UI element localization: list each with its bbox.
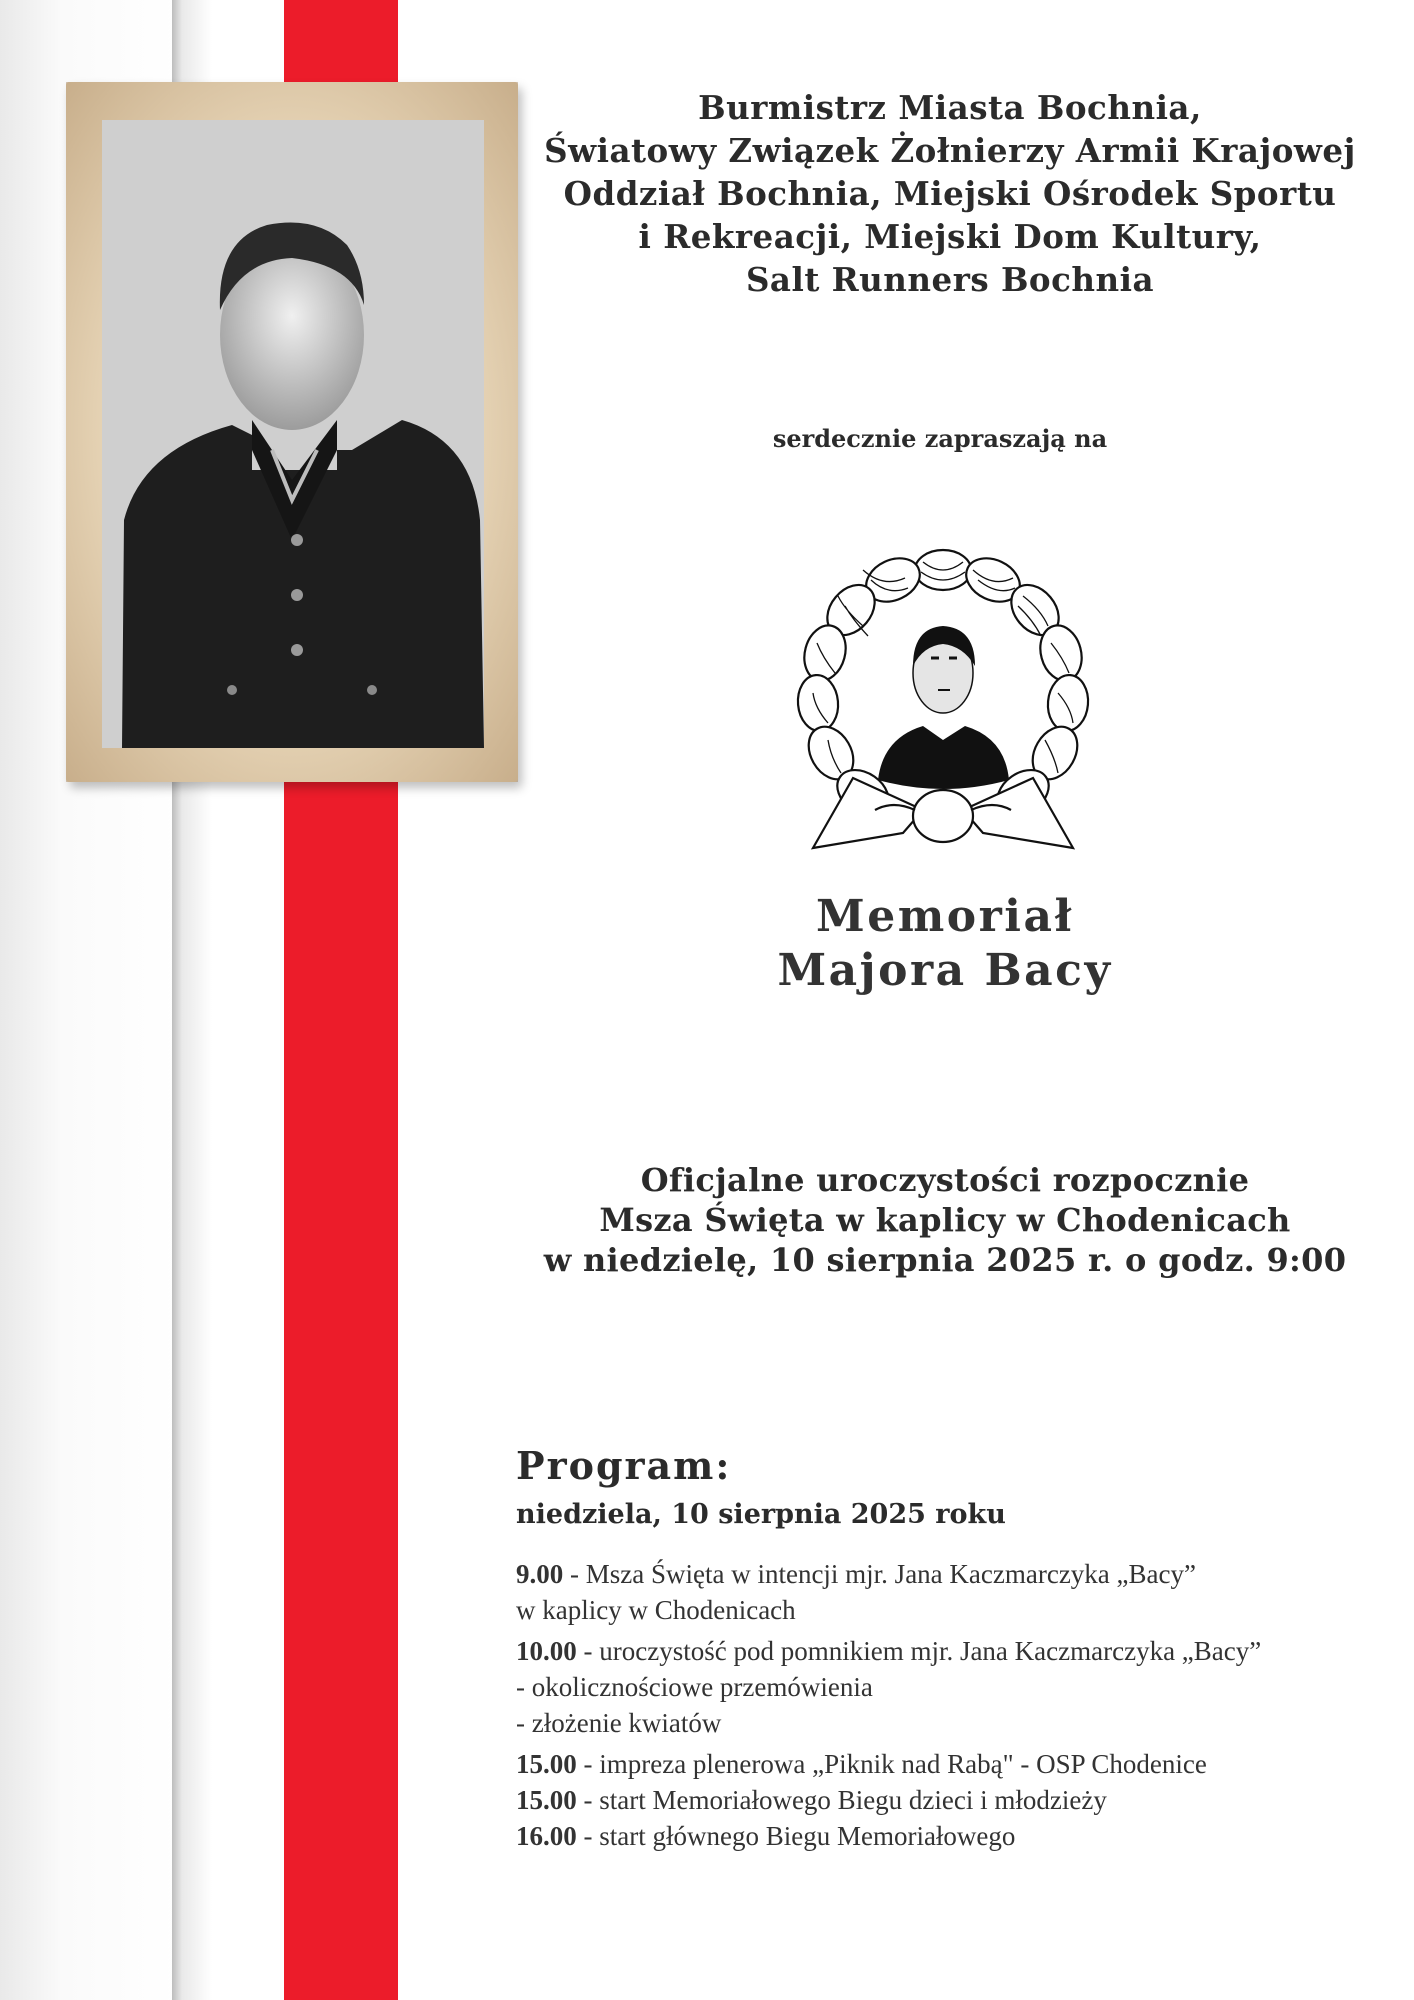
program-item-text: - Msza Święta w intencji mjr. Jana Kaczmarczyka „Bacy” (570, 1559, 1196, 1589)
soldier-portrait-image (102, 120, 484, 748)
program-item-line (516, 1818, 1396, 1854)
program-item (516, 1818, 1396, 1854)
program-item-time: 15.00 (516, 1785, 577, 1815)
official-line: Oficjalne uroczystości rozpocznie (640, 1161, 1250, 1199)
program-item-line (516, 1746, 1396, 1782)
portrait-photo (102, 120, 484, 748)
organizers-line: Salt Runners Bochnia (745, 260, 1155, 299)
program-item-text: - start głównego Biegu Memoriałowego (583, 1821, 1016, 1851)
program-item-text: - start Memoriałowego Biegu dzieci i młodzieży (583, 1785, 1107, 1815)
organizers-line: Światowy Związek Żołnierzy Armii Krajowej (544, 131, 1356, 170)
program-item-line: - złożenie kwiatów (516, 1708, 722, 1738)
official-ceremony-block (500, 1160, 1390, 1280)
program-item (516, 1746, 1396, 1782)
organizers-line: Burmistrz Miasta Bochnia, (698, 88, 1202, 127)
program-day: niedziela, 10 sierpnia 2025 roku (516, 1499, 1006, 1530)
official-line: w niedzielę, 10 sierpnia 2025 r. o godz. 9:00 (543, 1241, 1347, 1279)
organizers-block (520, 86, 1380, 301)
program-item (516, 1782, 1396, 1818)
wreath-logo (793, 548, 1093, 870)
program-item-line: w kaplicy w Chodenicach (516, 1595, 796, 1625)
organizers-line: Oddział Bochnia, Miejski Ośrodek Sportu (563, 174, 1337, 213)
program-item-time: 15.00 (516, 1749, 577, 1779)
official-line: Msza Święta w kaplicy w Chodenicach (599, 1201, 1291, 1239)
program-item-line (516, 1556, 1396, 1592)
vintage-photo-frame (66, 82, 518, 782)
program-heading: Program: (516, 1443, 732, 1488)
program-item-time: 9.00 (516, 1559, 564, 1589)
program-section (516, 1442, 1396, 1854)
program-item-time: 10.00 (516, 1636, 577, 1666)
program-item-line: - okolicznościowe przemówienia (516, 1672, 873, 1702)
event-title-line: Majora Bacy (777, 945, 1113, 996)
event-title-line: Memoriał (816, 891, 1074, 942)
program-item (516, 1633, 1396, 1741)
event-title (700, 890, 1190, 998)
program-item-text: - uroczystość pod pomnikiem mjr. Jana Kaczmarczyka „Bacy” (583, 1636, 1262, 1666)
wreath-emblem-icon (793, 548, 1093, 870)
program-item-line (516, 1782, 1396, 1818)
program-item (516, 1556, 1396, 1628)
program-item-time: 16.00 (516, 1821, 577, 1851)
organizers-line: i Rekreacji, Miejski Dom Kultury, (638, 217, 1262, 256)
program-item-text: - impreza plenerowa „Piknik nad Rabą" - OSP Chodenice (583, 1749, 1207, 1779)
program-item-line (516, 1633, 1396, 1669)
invite-text: serdecznie zapraszają na (772, 424, 1108, 453)
